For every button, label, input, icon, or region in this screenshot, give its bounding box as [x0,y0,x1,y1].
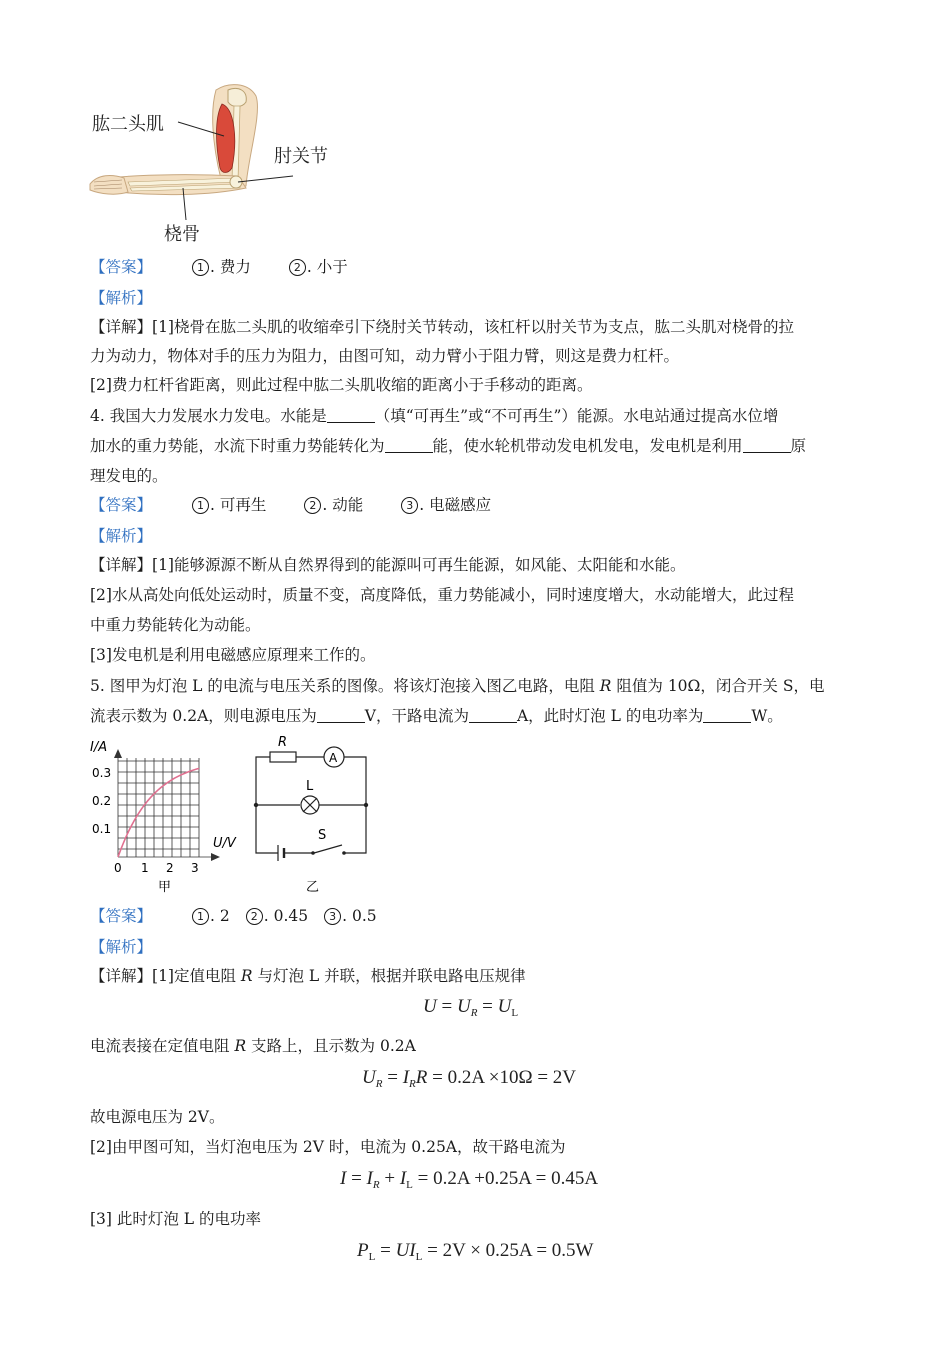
q5-answer-line [90,906,377,926]
equation-total-current: $I = I_R + I_L = 0.2A +0.25A = 0.45A$ [340,1168,599,1191]
q5-stem-line: 流表示数为 0.2A，则电源电压为 V，干路电流为 A，此时灯泡 L 的电功率为 W。 [90,707,783,725]
equation-resistor-voltage: $U_R = I_RR = 0.2A \times 10\Omega = 2V$ [362,1067,577,1090]
x-tick: 0 [114,861,122,875]
equation-lamp-power: $P_L = UI_L = 2V \times 0.25A = 0.5W$ [357,1240,594,1263]
answer-option: 2 . 小于 [289,257,348,277]
x-tick: 2 [166,861,174,875]
detail-line: [2]由甲图可知，当灯泡电压为 2V 时，电流为 0.25A，故干路电流为 [90,1138,566,1156]
y-tick: 0.1 [92,822,112,836]
x-tick: 1 [141,861,149,875]
detail-line: 力为动力，物体对手的压力为阻力，由图可知，动力臂小于阻力臂，则这是费力杠杆。 [90,347,680,365]
switch-label: S [318,828,327,843]
y-tick: 0.3 [92,766,112,780]
q4-answer-line [90,495,491,515]
x-axis-label: U/V [213,836,236,851]
label-biceps: 肱二头肌 [92,114,164,135]
answer-option: 1 . 费力 [192,257,251,277]
fill-blank [327,408,375,423]
detail-line: [3]发电机是利用电磁感应原理来工作的。 [90,646,376,664]
fill-blank [743,438,791,453]
analysis-tag: 【解析】 [90,527,153,545]
graph-jia [88,735,248,897]
detail-line: 中重力势能转化为动能。 [90,616,261,634]
detail-line: 电流表接在定值电阻 R 支路上，且示数为 0.2A [90,1037,416,1055]
circuit-yi [250,735,375,897]
arm-lever-figure [88,78,348,248]
q4-stem-line: 4. 我国大力发展水力发电。水能是 （填“可再生”或“不可再生”）能源。水电站通过提高水位增 [90,407,779,425]
q3-answer-line [90,257,348,277]
x-tick: 3 [191,861,199,875]
answer-option: 1 . 可再生 [192,495,266,515]
detail-line: 【详解】[1]定值电阻 R 与灯泡 L 并联，根据并联电路电压规律 [90,967,526,985]
iv-curve [118,768,199,857]
y-axis-label: I/A [90,740,108,755]
detail-line: 【详解】[1]桡骨在肱二头肌的收缩牵引下绕肘关节转动，该杠杆以肘关节为支点，肱二头肌对桡骨的拉 [90,318,794,336]
detail-line: [3] 此时灯泡 L 的电功率 [90,1210,262,1228]
q5-stem-line: 5. 图甲为灯泡 L 的电流与电压关系的图像。将该灯泡接入图乙电路，电阻 R 阻值为 10Ω，闭合开关 S，电 [90,677,825,695]
resistor-label: R [278,735,288,750]
circuit-caption: 乙 [306,880,320,895]
answer-option: 2 . 0.45 [246,906,308,926]
fill-blank [317,708,365,723]
detail-line: 【详解】[1]能够源源不断从自然界得到的能源叫可再生能源，如风能、太阳能和水能。 [90,556,686,574]
detail-line: [2]水从高处向低处运动时，质量不变，高度降低，重力势能减小，同时速度增大，水动能增大，此过程 [90,586,794,604]
fill-blank [703,708,751,723]
equation-voltage-parallel: $U = U_R = U_L$ [423,996,519,1019]
answer-option: 2 . 动能 [304,495,363,515]
q4-stem-line: 理发电的。 [90,467,168,485]
y-tick: 0.2 [92,794,112,808]
fill-blank [469,708,517,723]
answer-option: 1 . 2 [192,906,230,926]
detail-line: 故电源电压为 2V。 [90,1108,225,1126]
answer-option: 3 . 0.5 [324,906,377,926]
label-elbow-joint: 肘关节 [274,146,328,167]
detail-line: [2]费力杠杆省距离，则此过程中肱二头肌收缩的距离小于手移动的距离。 [90,376,593,394]
answer-option: 3 . 电磁感应 [401,495,491,515]
answer-tag: 【答案】 [90,496,153,514]
resistor [270,752,296,762]
graph-caption: 甲 [158,880,172,895]
answer-tag: 【答案】 [90,258,153,276]
q4-stem-line: 加水的重力势能，水流下时重力势能转化为 能，使水轮机带动发电机发电，发电机是利用 原 [90,437,807,455]
label-radius-bone: 桡骨 [164,224,200,245]
answer-tag: 【答案】 [90,907,153,925]
ammeter-label: A [329,751,338,765]
analysis-tag: 【解析】 [90,289,153,307]
lamp-label: L [306,779,314,794]
analysis-tag: 【解析】 [90,938,153,956]
fill-blank [385,438,433,453]
